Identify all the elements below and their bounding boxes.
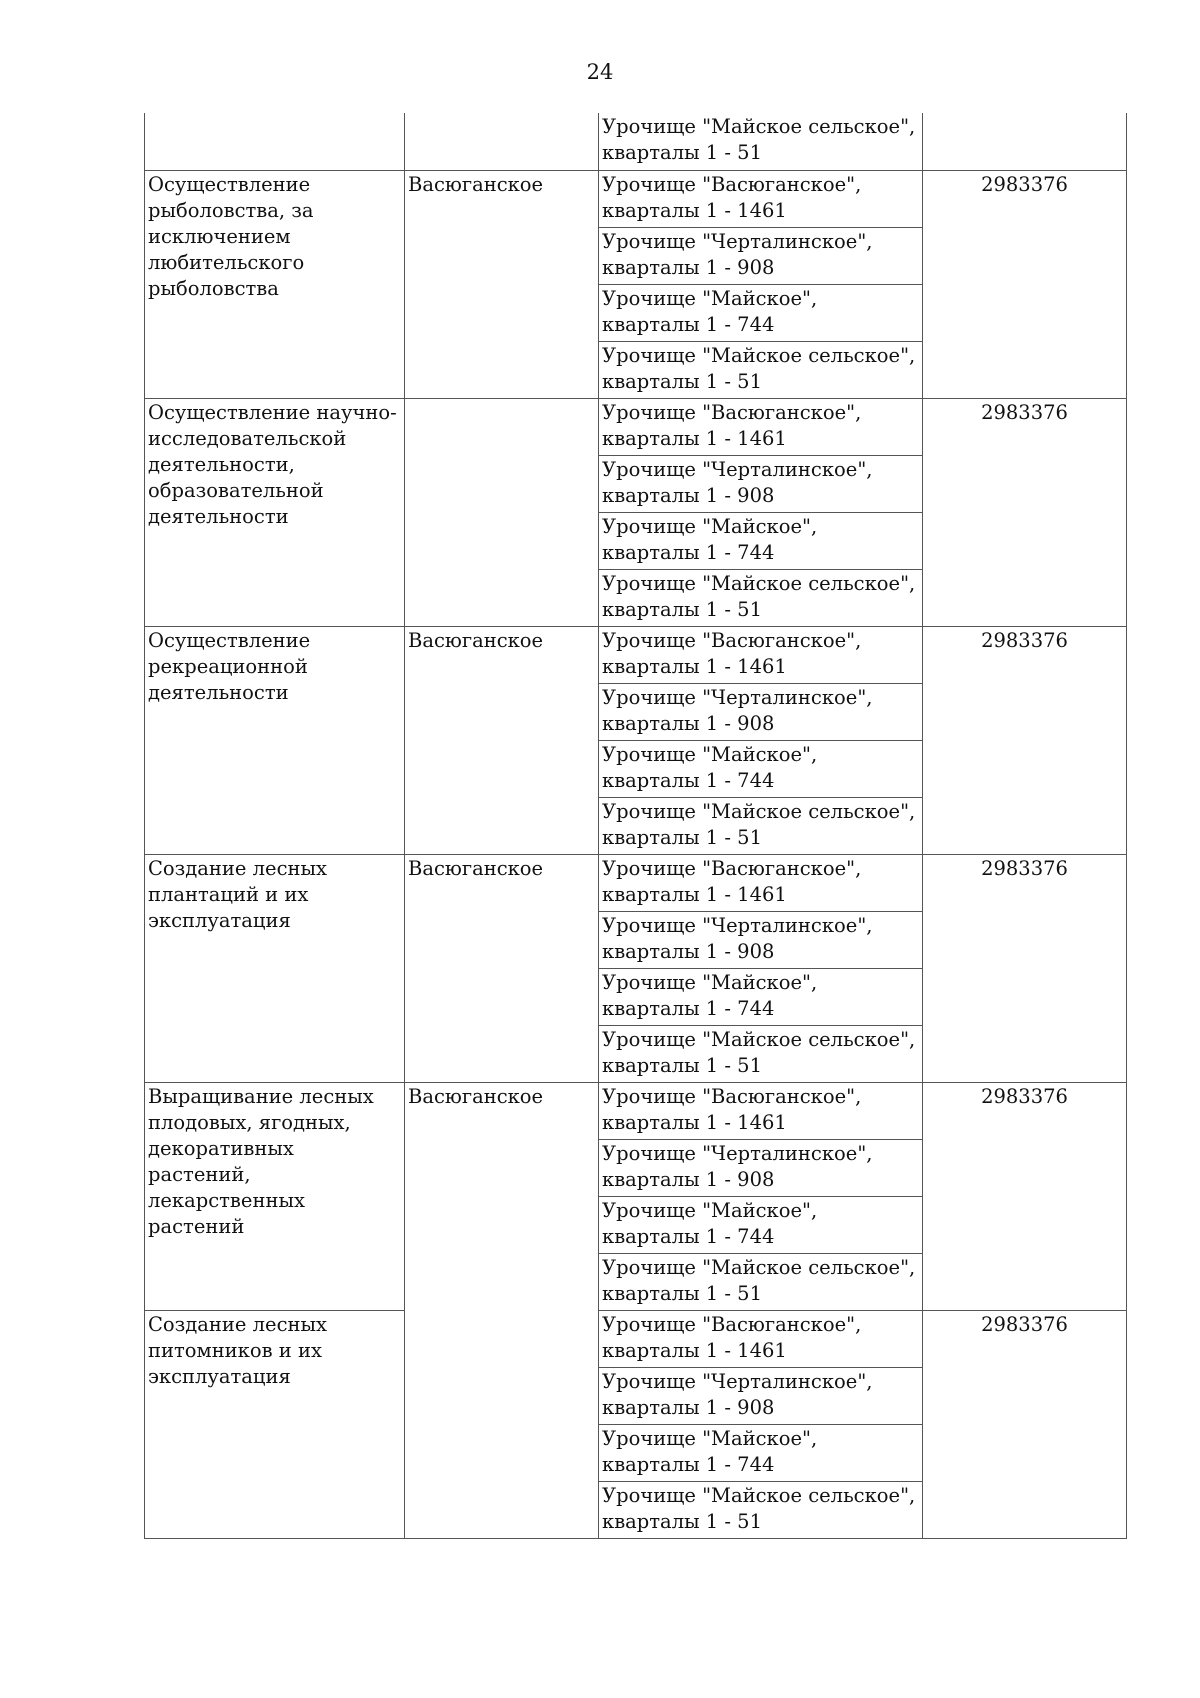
table-row (145, 1310, 1127, 1367)
table-row (145, 398, 1127, 455)
tract-cell: Урочище "Черталинское", кварталы 1 - 908 (599, 1367, 923, 1424)
tract-cell: Урочище "Васюганское", кварталы 1 - 1461 (599, 398, 923, 455)
forestry-cell: Васюганское (405, 1082, 599, 1538)
area-cell (923, 113, 1127, 170)
table-row (145, 1082, 1127, 1139)
tract-cell: Урочище "Черталинское", кварталы 1 - 908 (599, 227, 923, 284)
forestry-cell (405, 113, 599, 170)
area-cell: 2983376 (923, 854, 1127, 1082)
tract-cell: Урочище "Черталинское", кварталы 1 - 908 (599, 455, 923, 512)
forest-use-table (144, 113, 1127, 1539)
tract-cell: Урочище "Майское", кварталы 1 - 744 (599, 740, 923, 797)
tract-cell: Урочище "Майское", кварталы 1 - 744 (599, 284, 923, 341)
activity-cell: Создание лесных питомников и их эксплуатация (145, 1310, 405, 1538)
tract-cell: Урочище "Майское сельское", кварталы 1 - 51 (599, 1253, 923, 1310)
tract-cell: Урочище "Майское", кварталы 1 - 744 (599, 1424, 923, 1481)
activity-cell: Осуществление рыболовства, за исключением любительского рыболовства (145, 170, 405, 398)
tract-cell: Урочище "Васюганское", кварталы 1 - 1461 (599, 170, 923, 227)
tract-cell: Урочище "Васюганское", кварталы 1 - 1461 (599, 1082, 923, 1139)
activity-cell (145, 113, 405, 170)
activity-cell: Создание лесных плантаций и их эксплуатация (145, 854, 405, 1082)
activity-cell: Выращивание лесных плодовых, ягодных, декоративных растений, лекарственных растений (145, 1082, 405, 1310)
table-body (145, 113, 1127, 1538)
table-row (145, 854, 1127, 911)
tract-cell: Урочище "Майское сельское", кварталы 1 - 51 (599, 569, 923, 626)
tract-cell: Урочище "Васюганское", кварталы 1 - 1461 (599, 626, 923, 683)
tract-cell: Урочище "Черталинское", кварталы 1 - 908 (599, 1139, 923, 1196)
area-cell: 2983376 (923, 1310, 1127, 1538)
activity-cell: Осуществление рекреационной деятельности (145, 626, 405, 854)
tract-cell: Урочище "Васюганское", кварталы 1 - 1461 (599, 1310, 923, 1367)
tract-cell: Урочище "Черталинское", кварталы 1 - 908 (599, 683, 923, 740)
tract-cell: Урочище "Васюганское", кварталы 1 - 1461 (599, 854, 923, 911)
area-cell: 2983376 (923, 398, 1127, 626)
area-cell: 2983376 (923, 1082, 1127, 1310)
tract-cell: Урочище "Майское", кварталы 1 - 744 (599, 1196, 923, 1253)
tract-cell: Урочище "Черталинское", кварталы 1 - 908 (599, 911, 923, 968)
area-cell: 2983376 (923, 170, 1127, 398)
area-cell: 2983376 (923, 626, 1127, 854)
page-number: 24 (586, 60, 614, 84)
table-row (145, 626, 1127, 683)
tract-cell: Урочище "Майское сельское", кварталы 1 - 51 (599, 1025, 923, 1082)
forestry-cell: Васюганское (405, 854, 599, 1082)
activity-cell: Осуществление научно-исследовательской деятельности, образовательной деятельности (145, 398, 405, 626)
tract-cell: Урочище "Майское сельское", кварталы 1 - 51 (599, 341, 923, 398)
forestry-cell: Васюганское (405, 170, 599, 398)
tract-cell: Урочище "Майское", кварталы 1 - 744 (599, 512, 923, 569)
tract-cell: Урочище "Майское", кварталы 1 - 744 (599, 968, 923, 1025)
tract-cell: Урочище "Майское сельское", кварталы 1 - 51 (599, 113, 923, 170)
table-row (145, 170, 1127, 227)
tract-cell: Урочище "Майское сельское", кварталы 1 - 51 (599, 797, 923, 854)
tract-cell: Урочище "Майское сельское", кварталы 1 - 51 (599, 1481, 923, 1538)
table-row (145, 113, 1127, 170)
forestry-cell (405, 398, 599, 626)
forestry-cell: Васюганское (405, 626, 599, 854)
